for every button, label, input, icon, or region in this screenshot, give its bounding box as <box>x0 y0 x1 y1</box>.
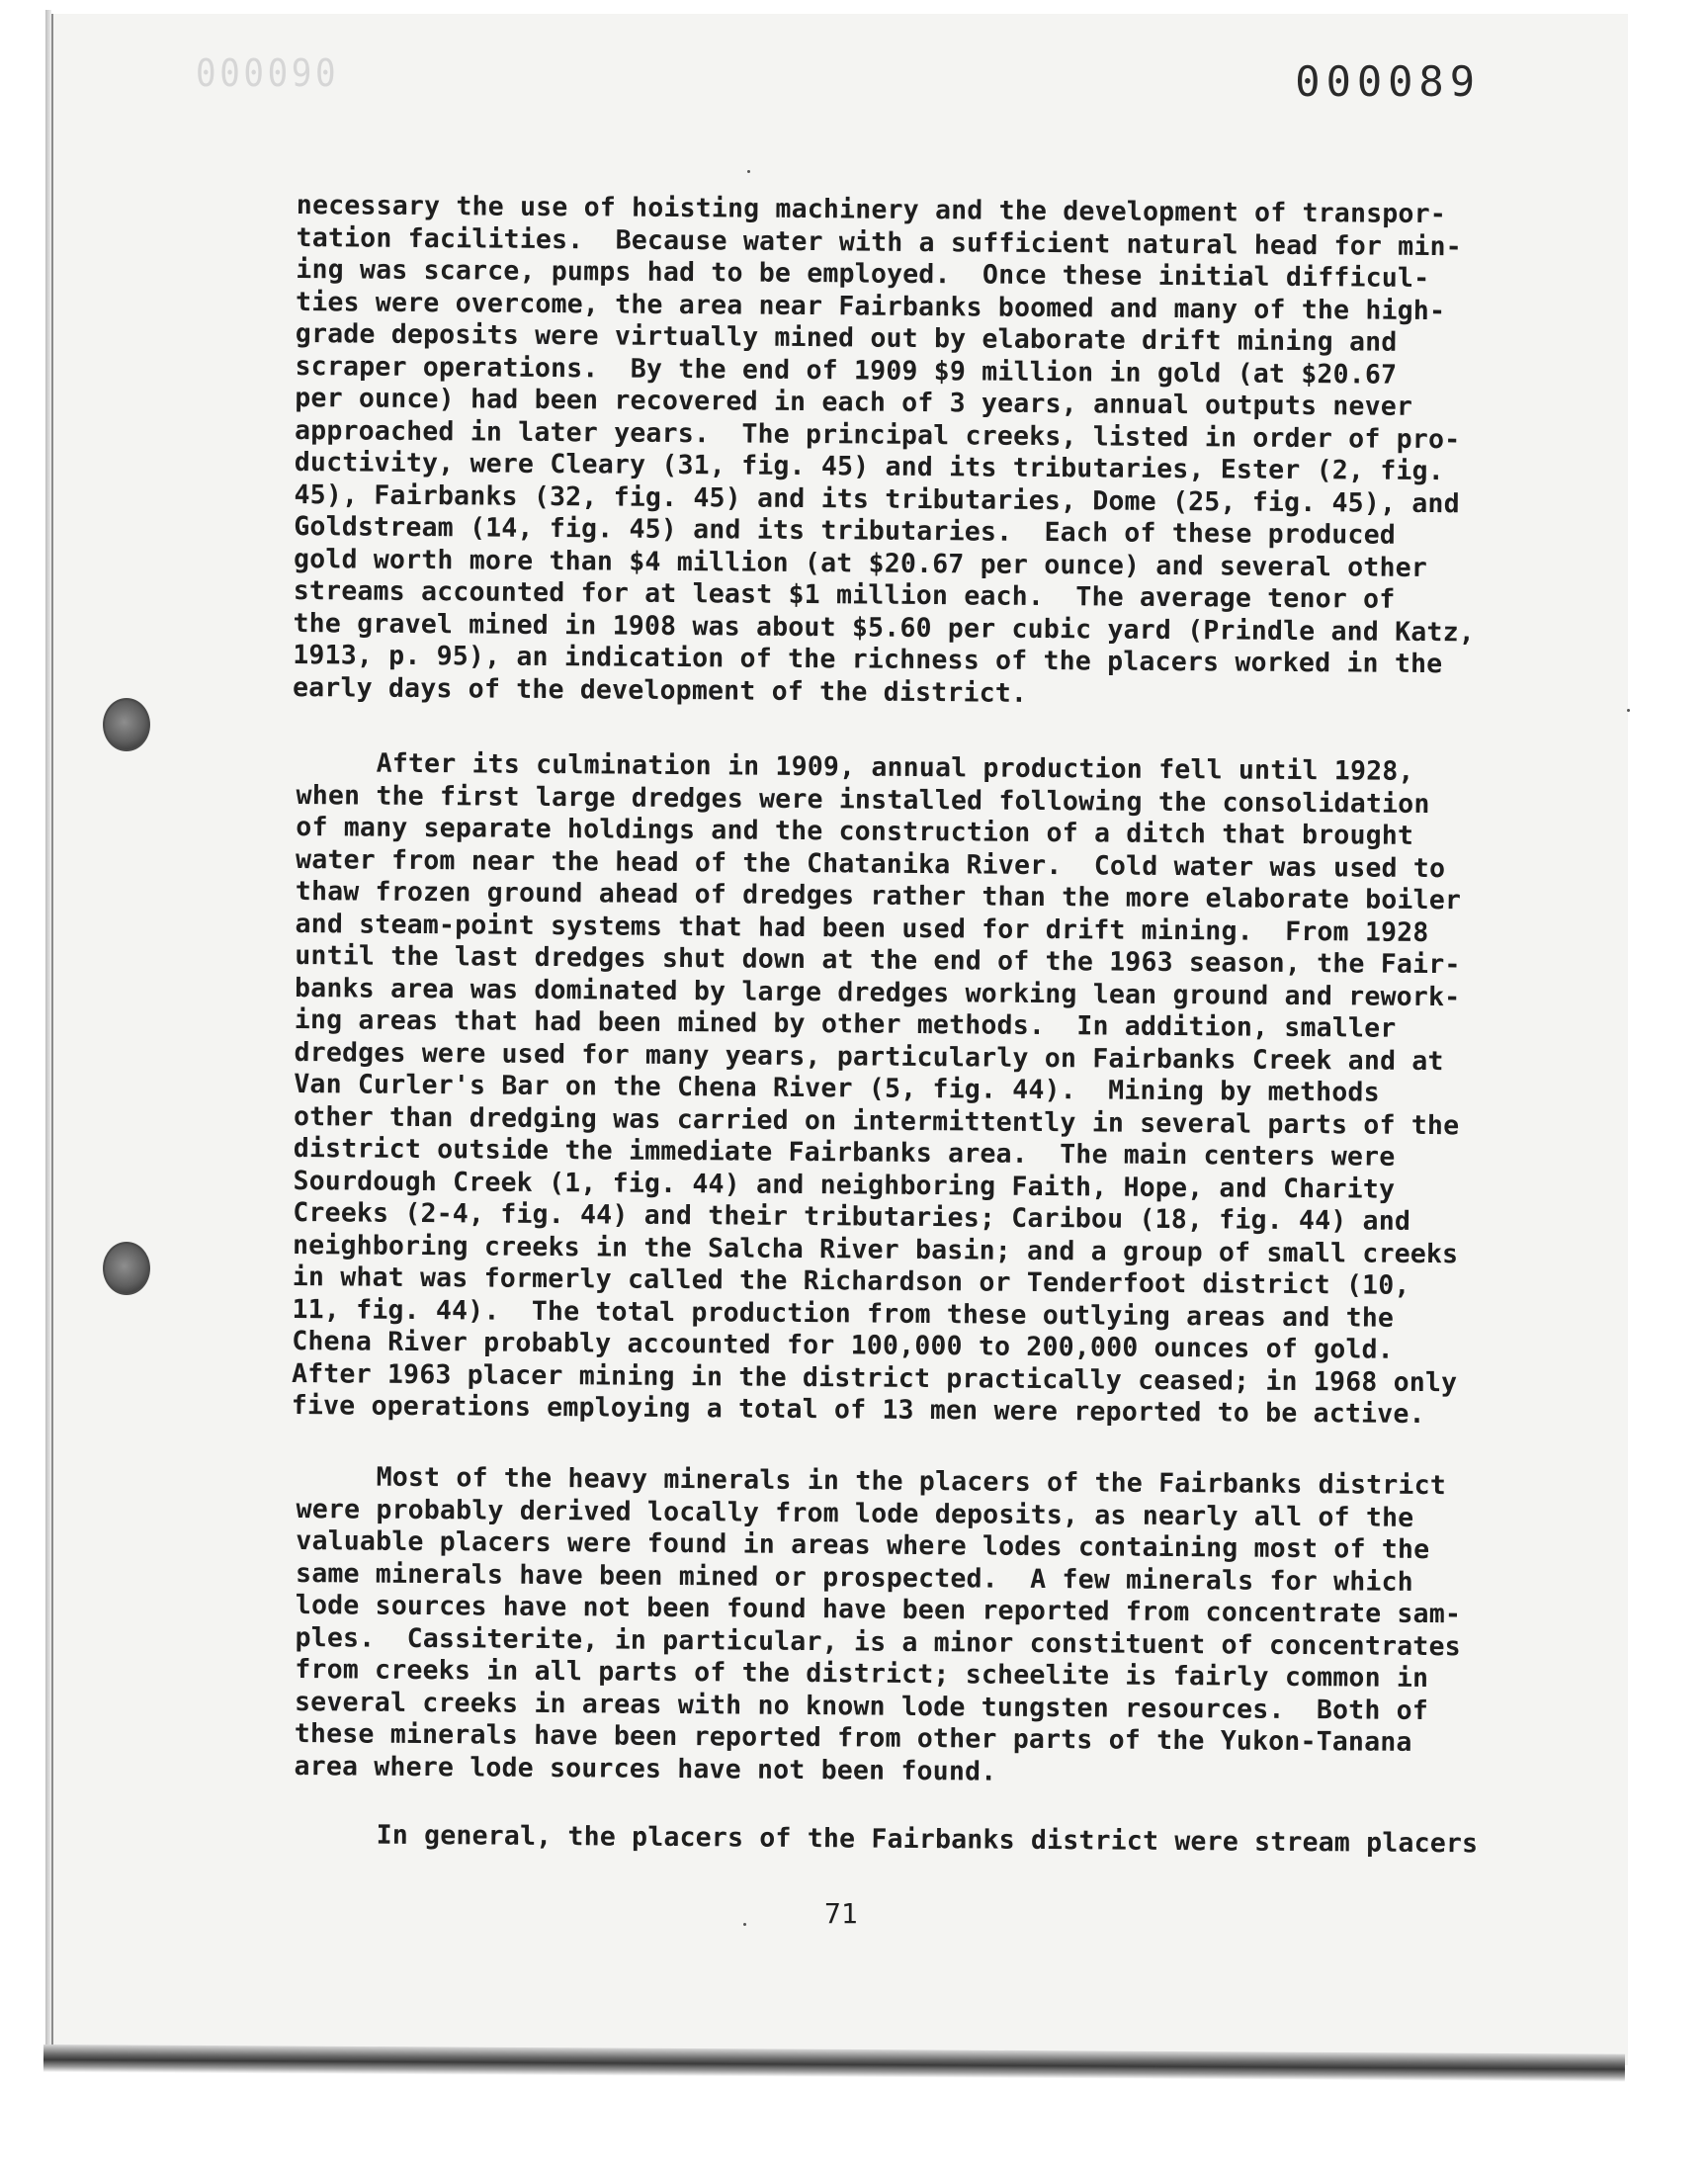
text-line: same minerals have been mined or prospected. A few minerals for which <box>295 1557 1414 1598</box>
paragraph <box>292 747 1497 1432</box>
text-line: of many separate holdings and the construction of a ditch that brought <box>296 811 1414 851</box>
text-line: until the last dredges shut down at the end of the 1963 season, the Fair- <box>295 939 1461 981</box>
bleed-through-stamp: 000090 <box>196 51 340 95</box>
text-line: tation facilities. Because water with a sufficient natural head for min- <box>296 221 1462 262</box>
text-line: scraper operations. By the end of 1909 $9 million in gold (at $20.67 <box>295 350 1398 391</box>
text-line: grade deposits were virtually mined out by elaborate drift mining and <box>295 317 1398 358</box>
text-line: lode sources have not been found have been reported from concentrate sam- <box>295 1589 1462 1630</box>
text-line: when the first large dredges were installed following the consolidation <box>296 779 1430 820</box>
text-line: several creeks in areas with no known lode tungsten resources. Both of <box>294 1686 1429 1726</box>
text-line: approached in later years. The principal creeks, listed in order of pro- <box>294 414 1461 455</box>
text-line: Chena River probably accounted for 100,000 to 200,000 ounces of gold. <box>292 1325 1395 1365</box>
text-line: valuable placers were found in areas where lodes containing most of the <box>296 1524 1430 1566</box>
text-line: neighboring creeks in the Salcha River basin; and a group of small creeks <box>292 1229 1459 1269</box>
text-line: other than dredging was carried on intermittently in several parts of the <box>293 1100 1460 1141</box>
text-line: After its culmination in 1909, annual production fell until 1928, <box>296 747 1414 787</box>
text-line: in what was formerly called the Richardson or Tenderfoot district (10, <box>292 1261 1410 1301</box>
text-line: necessary the use of hoisting machinery and the development of transpor- <box>296 190 1447 230</box>
text-line: ing areas that had been mined by other methods. In addition, smaller <box>294 1003 1397 1044</box>
text-line: 1913, p. 95), an indication of the richness of the placers worked in the <box>293 639 1443 680</box>
text-line: from creeks in all parts of the district; scheelite is fairly common in <box>295 1653 1429 1695</box>
text-line: Van Curler's Bar on the Chena River (5, fig. 44). Mining by methods <box>294 1068 1380 1108</box>
text-line: per ounce) had been recovered in each of 3 years, annual outputs never <box>295 382 1413 422</box>
text-line: thaw frozen ground ahead of dredges rather than the more elaborate boiler <box>295 875 1462 916</box>
paragraph <box>293 190 1497 714</box>
text-line: water from near the head of the Chatanika River. Cold water was used to <box>295 843 1446 884</box>
text-line: ties were overcome, the area near Fairbanks boomed and many of the high- <box>295 286 1446 326</box>
text-line: ing was scarce, pumps had to be employed. Once these initial difficul- <box>296 253 1430 295</box>
punch-hole-lower <box>103 1242 150 1295</box>
scan-speck <box>747 170 750 173</box>
text-line: Sourdough Creek (1, fig. 44) and neighboring Faith, Hope, and Charity <box>293 1165 1396 1205</box>
text-line: Goldstream (14, fig. 45) and its tributaries. Each of these produced <box>294 510 1397 551</box>
text-line: 11, fig. 44). The total production from these outlying areas and the <box>292 1293 1395 1334</box>
text-line: early days of the development of the district. <box>292 671 1028 709</box>
text-line: gold worth more than $4 million (at $20.67 per ounce) and several other <box>293 543 1428 583</box>
text-line: district outside the immediate Fairbanks area. The main centers were <box>293 1132 1396 1173</box>
text-line: After 1963 placer mining in the district practically ceased; in 1968 only <box>291 1357 1458 1398</box>
document-stamp-number: 000089 <box>1295 57 1481 106</box>
text-line: In general, the placers of the Fairbanks district were stream placers <box>296 1819 1479 1860</box>
text-line: streams accounted for at least $1 million each. The average tenor of <box>293 574 1396 615</box>
paragraph <box>294 1461 1497 1792</box>
text-line: banks area was dominated by large dredges working lean ground and rework- <box>294 972 1461 1012</box>
text-line: and steam-point systems that had been used for drift mining. From 1928 <box>295 908 1429 948</box>
text-line: ductivity, were Cleary (31, fig. 45) and its tributaries, Ester (2, fig. <box>294 446 1445 487</box>
text-line: Most of the heavy minerals in the placers of the Fairbanks district <box>296 1461 1447 1502</box>
scan-speck <box>743 1923 746 1926</box>
text-line: were probably derived locally from lode deposits, as nearly all of the <box>296 1493 1414 1533</box>
text-line: 45), Fairbanks (32, fig. 45) and its tributaries, Dome (25, fig. 45), and <box>294 478 1460 519</box>
text-line: the gravel mined in 1908 was about $5.60 per cubic yard (Prindle and Katz, <box>293 607 1476 648</box>
text-line: ples. Cassiterite, in particular, is a minor constituent of concentrates <box>295 1621 1461 1662</box>
text-line: five operations employing a total of 13 men were reported to be active. <box>291 1389 1425 1430</box>
punch-hole-upper <box>103 698 150 751</box>
text-line: area where lode sources have not been found. <box>294 1750 997 1787</box>
text-line: these minerals have been reported from other parts of the Yukon-Tanana <box>294 1717 1412 1758</box>
text-line: Creeks (2-4, fig. 44) and their tributaries; Caribou (18, fig. 44) and <box>293 1196 1411 1237</box>
text-line: dredges were used for many years, particularly on Fairbanks Creek and at <box>294 1036 1444 1077</box>
page-number: 71 <box>824 1897 858 1930</box>
scan-speck <box>1627 709 1630 712</box>
